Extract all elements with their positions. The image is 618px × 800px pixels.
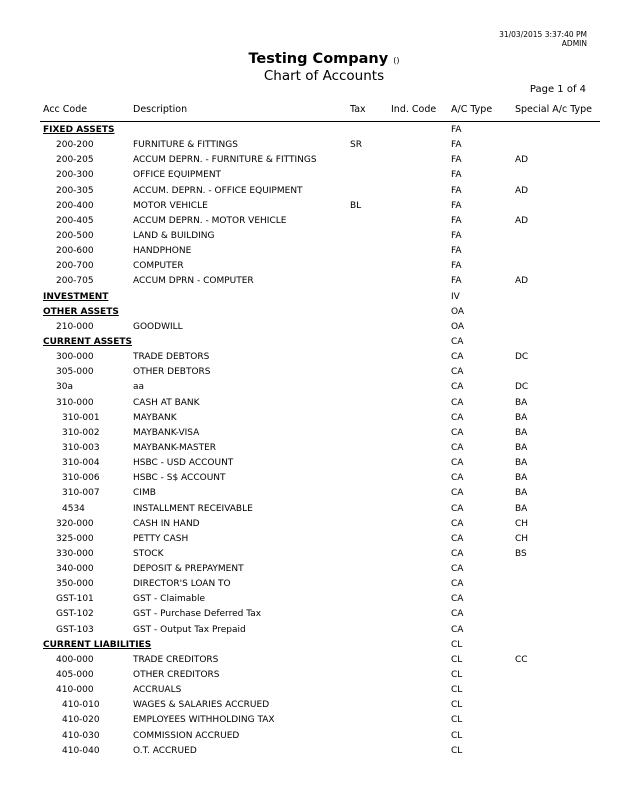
col-description: Description [133, 104, 188, 115]
ac-type-cell: CA [451, 397, 464, 408]
special-type-cell: BA [515, 473, 528, 484]
company-line [0, 51, 618, 69]
acc-code-cell: CURRENT LIABILITIES [43, 639, 152, 650]
account-row [0, 609, 618, 624]
col-tax: Tax [350, 104, 366, 115]
description-cell: LAND & BUILDING [133, 230, 215, 241]
special-type-cell: AD [515, 155, 529, 166]
account-row [0, 140, 618, 155]
acc-code-cell: FIXED ASSETS [43, 125, 115, 135]
ac-type-cell: FA [451, 185, 462, 196]
ac-type-cell: FA [451, 155, 462, 166]
print-timestamp: 31/03/2015 3:37:40 PM [499, 30, 587, 39]
acc-code-cell: 200-500 [56, 230, 94, 241]
ac-type-cell: CL [451, 685, 463, 696]
account-row [0, 367, 618, 382]
ac-type-cell: FA [451, 125, 462, 135]
description-cell: MAYBANK [133, 412, 177, 423]
ac-type-cell: OA [451, 306, 465, 317]
group-heading-row [0, 125, 618, 140]
column-header-row [0, 104, 618, 118]
ac-type-cell: CA [451, 533, 464, 544]
acc-code-cell: OTHER ASSETS [43, 306, 119, 317]
acc-code-cell: 200-300 [56, 170, 94, 181]
account-row [0, 443, 618, 458]
acc-code-cell: 410-020 [62, 715, 100, 726]
acc-code-cell: 200-400 [56, 200, 94, 211]
account-row [0, 201, 618, 216]
acc-code-cell: 200-305 [56, 185, 94, 196]
account-row [0, 382, 618, 397]
ac-type-cell: OA [451, 321, 465, 332]
ac-type-cell: FA [451, 140, 462, 151]
account-row [0, 685, 618, 700]
report-meta [499, 30, 587, 48]
acc-code-cell: 400-000 [56, 654, 94, 665]
special-type-cell: BA [515, 488, 528, 499]
description-cell: TRADE DEBTORS [133, 352, 210, 363]
description-cell: ACCUM. DEPRN. - OFFICE EQUIPMENT [133, 185, 303, 196]
acc-code-cell: 305-000 [56, 367, 94, 378]
account-row [0, 715, 618, 730]
ac-type-cell: CL [451, 745, 463, 756]
ac-type-cell: FA [451, 170, 462, 181]
company-suffix: () [393, 56, 400, 65]
ac-type-cell: CA [451, 624, 464, 635]
ac-type-cell: FA [451, 261, 462, 272]
ac-type-cell: CA [451, 579, 464, 590]
description-cell: ACCRUALS [133, 685, 182, 696]
account-row [0, 186, 618, 201]
description-cell: TRADE CREDITORS [133, 654, 219, 665]
ac-type-cell: CA [451, 548, 464, 559]
description-cell: ACCUM DEPRN. - MOTOR VEHICLE [133, 215, 287, 226]
special-type-cell: CH [515, 518, 529, 529]
ac-type-cell: CA [451, 352, 464, 363]
account-row [0, 746, 618, 761]
ac-type-cell: CL [451, 730, 463, 741]
ac-type-cell: CL [451, 670, 463, 681]
special-type-cell: CH [515, 533, 529, 544]
print-user: ADMIN [561, 39, 587, 48]
description-cell: OFFICE EQUIPMENT [133, 170, 222, 181]
account-row [0, 625, 618, 640]
description-cell: STOCK [133, 548, 164, 559]
acc-code-cell: 310-002 [62, 427, 100, 438]
ac-type-cell: IV [451, 291, 460, 302]
special-type-cell: BA [515, 412, 528, 423]
col-special-type: Special A/c Type [515, 104, 593, 115]
account-row [0, 352, 618, 367]
description-cell: INSTALLMENT RECEIVABLE [133, 503, 253, 514]
acc-code-cell: GST-102 [56, 609, 94, 620]
account-row [0, 549, 618, 564]
description-cell: COMPUTER [133, 261, 184, 272]
ac-type-cell: FA [451, 246, 462, 257]
col-ind-code: Ind. Code [391, 104, 437, 115]
account-row [0, 276, 618, 291]
acc-code-cell: 310-001 [62, 412, 100, 423]
description-cell: WAGES & SALARIES ACCRUED [133, 700, 270, 711]
description-cell: HSBC - USD ACCOUNT [133, 458, 234, 469]
acc-code-cell: 330-000 [56, 548, 94, 559]
tax-cell: BL [350, 200, 362, 211]
acc-code-cell: 310-006 [62, 473, 100, 484]
special-type-cell: BA [515, 427, 528, 438]
page-number: Page 1 of 4 [529, 84, 586, 95]
ac-type-cell: FA [451, 200, 462, 211]
acc-code-cell: 310-003 [62, 442, 100, 453]
account-row [0, 731, 618, 746]
description-cell: ACCUM DPRN - COMPUTER [133, 276, 254, 287]
description-cell: DIRECTOR'S LOAN TO [133, 579, 231, 590]
description-cell: CIMB [133, 488, 156, 499]
account-row [0, 246, 618, 261]
ac-type-cell: CA [451, 503, 464, 514]
acc-code-cell: 340-000 [56, 564, 94, 575]
description-cell: COMMISSION ACCRUED [133, 730, 240, 741]
tax-cell: SR [350, 140, 362, 151]
account-row [0, 579, 618, 594]
ac-type-cell: CA [451, 518, 464, 529]
description-cell: aa [133, 382, 145, 393]
description-cell: CASH IN HAND [133, 518, 200, 529]
description-cell: HANDPHONE [133, 246, 192, 257]
account-row [0, 473, 618, 488]
account-row [0, 488, 618, 503]
account-row [0, 655, 618, 670]
ac-type-cell: CA [451, 442, 464, 453]
acc-code-cell: 200-600 [56, 246, 94, 257]
company-name: Testing Company [248, 51, 389, 67]
special-type-cell: AD [515, 185, 529, 196]
acc-code-cell: 320-000 [56, 518, 94, 529]
description-cell: ACCUM DEPRN. - FURNITURE & FITTINGS [133, 155, 317, 166]
acc-code-cell: 200-405 [56, 215, 94, 226]
account-row [0, 322, 618, 337]
description-cell: DEPOSIT & PREPAYMENT [133, 564, 244, 575]
special-type-cell: AD [515, 215, 529, 226]
description-cell: MAYBANK-MASTER [133, 442, 217, 453]
acc-code-cell: 30a [56, 382, 73, 393]
acc-code-cell: 300-000 [56, 352, 94, 363]
special-type-cell: DC [515, 352, 529, 363]
description-cell: GST - Purchase Deferred Tax [133, 609, 262, 620]
account-row [0, 231, 618, 246]
special-type-cell: BA [515, 458, 528, 469]
group-heading-row [0, 640, 618, 655]
special-type-cell: BS [515, 548, 527, 559]
group-heading-row [0, 292, 618, 307]
account-row [0, 458, 618, 473]
report-title-block [0, 51, 618, 84]
acc-code-cell: 310-000 [56, 397, 94, 408]
acc-code-cell: GST-103 [56, 624, 94, 635]
account-row [0, 398, 618, 413]
ac-type-cell: CA [451, 458, 464, 469]
acc-code-cell: CURRENT ASSETS [43, 336, 133, 347]
acc-code-cell: 350-000 [56, 579, 94, 590]
account-row [0, 428, 618, 443]
ac-type-cell: CA [451, 427, 464, 438]
special-type-cell: BA [515, 442, 528, 453]
acc-code-cell: 410-010 [62, 700, 100, 711]
account-row [0, 519, 618, 534]
acc-code-cell: 325-000 [56, 533, 94, 544]
col-ac-type: A/C Type [451, 104, 493, 115]
account-row [0, 670, 618, 685]
ac-type-cell: FA [451, 215, 462, 226]
description-cell: GOODWILL [133, 321, 183, 332]
ac-type-cell: FA [451, 230, 462, 241]
account-row [0, 413, 618, 428]
ac-type-cell: CL [451, 654, 463, 665]
description-cell: O.T. ACCRUED [133, 745, 197, 756]
description-cell: OTHER DEBTORS [133, 367, 211, 378]
ac-type-cell: CA [451, 488, 464, 499]
acc-code-cell: 405-000 [56, 670, 94, 681]
acc-code-cell: 200-205 [56, 155, 94, 166]
acc-code-cell: 410-030 [62, 730, 100, 741]
acc-code-cell: 310-007 [62, 488, 100, 499]
ac-type-cell: CA [451, 412, 464, 423]
account-row [0, 170, 618, 185]
account-row [0, 261, 618, 276]
acc-code-cell: 410-040 [62, 745, 100, 756]
acc-code-cell: 200-705 [56, 276, 94, 287]
special-type-cell: BA [515, 503, 528, 514]
acc-code-cell: 4534 [62, 503, 85, 514]
ac-type-cell: CL [451, 700, 463, 711]
acc-code-cell: INVESTMENT [43, 291, 109, 302]
ac-type-cell: CA [451, 609, 464, 620]
account-row [0, 564, 618, 579]
ac-type-cell: CA [451, 367, 464, 378]
report-title: Chart of Accounts [263, 68, 385, 84]
account-row [0, 700, 618, 715]
account-row [0, 504, 618, 519]
account-row [0, 594, 618, 609]
special-type-cell: CC [515, 654, 528, 665]
account-row [0, 155, 618, 170]
acc-code-cell: 410-000 [56, 685, 94, 696]
acc-code-cell: 200-200 [56, 140, 94, 151]
description-cell: PETTY CASH [133, 533, 189, 544]
header-divider [40, 121, 600, 122]
special-type-cell: AD [515, 276, 529, 287]
description-cell: CASH AT BANK [133, 397, 200, 408]
description-cell: MAYBANK-VISA [133, 427, 200, 438]
ac-type-cell: CA [451, 382, 464, 393]
description-cell: MOTOR VEHICLE [133, 200, 208, 211]
description-cell: HSBC - S$ ACCOUNT [133, 473, 226, 484]
ac-type-cell: CL [451, 639, 463, 650]
group-heading-row [0, 337, 618, 352]
description-cell: OTHER CREDITORS [133, 670, 220, 681]
special-type-cell: DC [515, 382, 529, 393]
acc-code-cell: 210-000 [56, 321, 94, 332]
account-row [0, 534, 618, 549]
ac-type-cell: FA [451, 276, 462, 287]
special-type-cell: BA [515, 397, 528, 408]
description-cell: FURNITURE & FITTINGS [133, 140, 238, 151]
description-cell: EMPLOYEES WITHHOLDING TAX [133, 715, 275, 726]
group-heading-row [0, 307, 618, 322]
ac-type-cell: CA [451, 594, 464, 605]
ac-type-cell: CL [451, 715, 463, 726]
acc-code-cell: GST-101 [56, 594, 94, 605]
description-cell: GST - Claimable [133, 594, 205, 605]
col-acc-code: Acc Code [43, 104, 88, 115]
acc-code-cell: 310-004 [62, 458, 100, 469]
account-row [0, 216, 618, 231]
ac-type-cell: CA [451, 564, 464, 575]
description-cell: GST - Output Tax Prepaid [133, 624, 246, 635]
ac-type-cell: CA [451, 336, 464, 347]
ac-type-cell: CA [451, 473, 464, 484]
acc-code-cell: 200-700 [56, 261, 94, 272]
